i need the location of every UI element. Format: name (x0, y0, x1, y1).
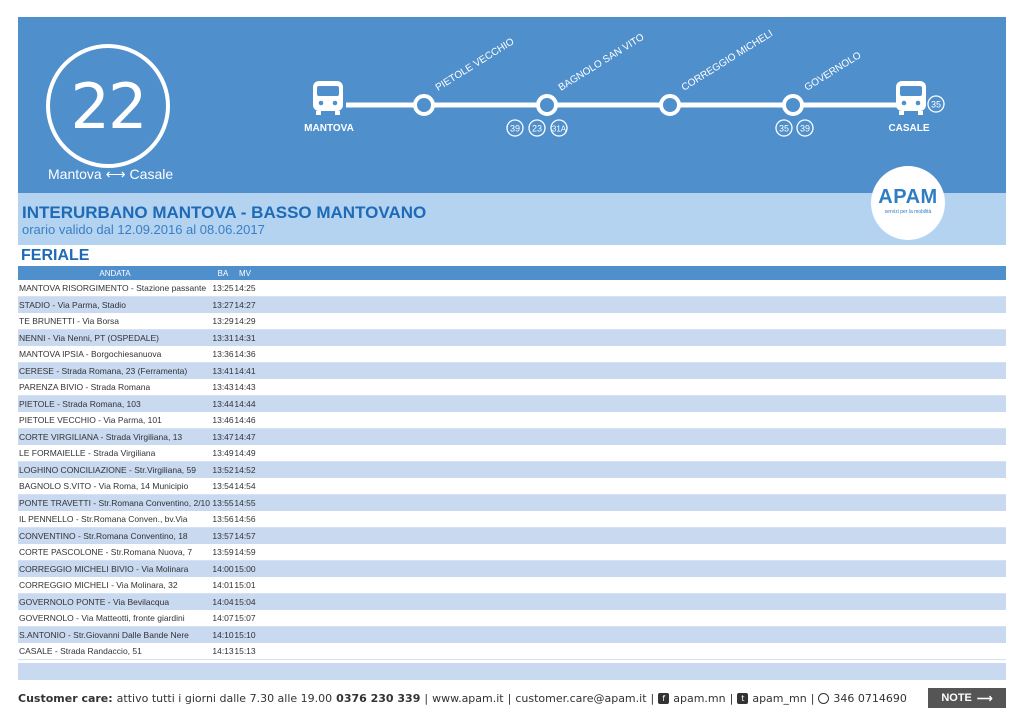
stop-label-governolo: GOVERNOLO (802, 50, 864, 94)
stop-label-casale: CASALE (888, 123, 930, 134)
stop-name: PIETOLE VECCHIO - Via Parma, 101 (18, 412, 212, 429)
row-filler (256, 297, 1006, 314)
stop-marker-pietole (415, 96, 433, 114)
website-link[interactable]: www.apam.it (432, 691, 504, 705)
departure-time: 14:59 (234, 544, 256, 561)
stop-name: GOVERNOLO - Via Matteotti, fronte giardini (18, 610, 212, 627)
departure-time: 15:13 (234, 643, 256, 660)
connection-badge: 39 (509, 123, 521, 134)
stop-name: CASALE - Strada Randaccio, 51 (18, 643, 212, 660)
customer-care-hours: attivo tutti i giorni dalle 7.30 alle 19.00 (116, 691, 333, 705)
departure-time: 13:57 (212, 528, 234, 545)
departure-time: 13:27 (212, 297, 234, 314)
timetable-row (18, 346, 1006, 363)
departure-time: 14:00 (212, 561, 234, 578)
departure-time: 14:56 (234, 511, 256, 528)
customer-care-phone[interactable]: 0376 230 339 (336, 691, 421, 705)
whatsapp-number[interactable]: 346 0714690 (833, 691, 907, 705)
stop-name: IL PENNELLO - Str.Romana Conven., bv.Via (18, 511, 212, 528)
stop-name: LOGHINO CONCILIAZIONE - Str.Virgiliana, 59 (18, 462, 212, 479)
departure-time: 14:13 (212, 643, 234, 660)
timetable (18, 266, 1006, 660)
departure-time: 14:25 (234, 280, 256, 297)
row-filler (256, 594, 1006, 611)
timetable-row (18, 396, 1006, 413)
timetable-row (18, 330, 1006, 347)
timetable-row (18, 313, 1006, 330)
departure-time: 14:04 (212, 594, 234, 611)
departure-time: 13:46 (212, 412, 234, 429)
departure-time: 13:55 (212, 495, 234, 512)
stop-marker-bagnolo (538, 96, 556, 114)
row-filler (256, 478, 1006, 495)
departure-time: 15:00 (234, 561, 256, 578)
timetable-row (18, 429, 1006, 446)
timetable-row (18, 379, 1006, 396)
departure-time: 13:44 (212, 396, 234, 413)
row-filler (256, 528, 1006, 545)
departure-time: 13:29 (212, 313, 234, 330)
note-label: NOTE (941, 692, 972, 704)
departure-time: 14:46 (234, 412, 256, 429)
timetable-row (18, 511, 1006, 528)
stop-name: PIETOLE - Strada Romana, 103 (18, 396, 212, 413)
timetable-bottom-band (18, 663, 1006, 680)
validity-period: orario valido dal 12.09.2016 al 08.06.2017 (22, 222, 265, 237)
stop-name: CERESE - Strada Romana, 23 (Ferramenta) (18, 363, 212, 380)
departure-time: 13:54 (212, 478, 234, 495)
timetable-row (18, 478, 1006, 495)
departure-time: 14:49 (234, 445, 256, 462)
connection-badge: 35 (778, 123, 790, 134)
route-caption: Mantova ⟷ Casale (48, 166, 174, 182)
twitter-handle[interactable]: apam_mn (752, 691, 807, 705)
timetable-row (18, 528, 1006, 545)
timetable-row (18, 495, 1006, 512)
row-filler (256, 313, 1006, 330)
arrow-right-icon: ⟶ (976, 692, 993, 705)
stop-name: MANTOVA RISORGIMENTO - Stazione passante (18, 280, 212, 297)
departure-time: 14:57 (234, 528, 256, 545)
stop-name: S.ANTONIO - Str.Giovanni Dalle Bande Nere (18, 627, 212, 644)
departure-time: 14:36 (234, 346, 256, 363)
customer-care-label: Customer care: (18, 691, 113, 705)
departure-time: 13:47 (212, 429, 234, 446)
facebook-handle[interactable]: apam.mn (673, 691, 726, 705)
stop-name: LE FORMAIELLE - Strada Virgiliana (18, 445, 212, 462)
stop-name: STADIO - Via Parma, Stadio (18, 297, 212, 314)
stop-name: CORREGGIO MICHELI - Via Molinara, 32 (18, 577, 212, 594)
departure-time: 14:10 (212, 627, 234, 644)
departure-time: 14:52 (234, 462, 256, 479)
run-header: BA (212, 266, 234, 280)
stop-label-mantova: MANTOVA (304, 123, 354, 134)
departure-time: 14:44 (234, 396, 256, 413)
departure-time: 13:25 (212, 280, 234, 297)
row-filler (256, 577, 1006, 594)
stop-marker-correggio (661, 96, 679, 114)
departure-time: 14:55 (234, 495, 256, 512)
timetable-row (18, 594, 1006, 611)
bus-icon-end (896, 81, 926, 115)
stop-label-correggio: CORREGGIO MICHELI (679, 28, 776, 94)
departure-time: 13:49 (212, 445, 234, 462)
timetable-row (18, 577, 1006, 594)
departure-time: 14:54 (234, 478, 256, 495)
row-filler (256, 495, 1006, 512)
row-filler (256, 379, 1006, 396)
departure-time: 13:43 (212, 379, 234, 396)
stop-name: PARENZA BIVIO - Strada Romana (18, 379, 212, 396)
row-filler (256, 627, 1006, 644)
bus-icon-start (313, 81, 343, 115)
row-filler (256, 363, 1006, 380)
connection-badges-casale (928, 96, 944, 112)
direction-header: ANDATA (18, 266, 212, 280)
whatsapp-icon (818, 693, 829, 704)
facebook-icon: f (658, 693, 669, 704)
stop-name: MANTOVA IPSIA - Borgochiesanuova (18, 346, 212, 363)
connection-badge: 39 (799, 123, 811, 134)
departure-time: 15:04 (234, 594, 256, 611)
timetable-row (18, 280, 1006, 297)
row-filler (256, 346, 1006, 363)
departure-time: 14:41 (234, 363, 256, 380)
stop-name: BAGNOLO S.VITO - Via Roma, 14 Municipio (18, 478, 212, 495)
departure-time: 13:52 (212, 462, 234, 479)
note-button[interactable] (928, 688, 1006, 708)
route-map (18, 17, 1006, 193)
stop-marker-governolo (784, 96, 802, 114)
footer-separator: | (810, 691, 815, 705)
departure-time: 13:59 (212, 544, 234, 561)
footer-separator: | (729, 691, 734, 705)
departure-time: 14:27 (234, 297, 256, 314)
line-title: INTERURBANO MANTOVA - BASSO MANTOVANO (22, 203, 427, 222)
timetable-row (18, 643, 1006, 660)
row-filler (256, 561, 1006, 578)
timetable-row (18, 297, 1006, 314)
departure-time: 14:31 (234, 330, 256, 347)
departure-time: 13:31 (212, 330, 234, 347)
stop-name: CORREGGIO MICHELI BIVIO - Via Molinara (18, 561, 212, 578)
stop-name: CORTE PASCOLONE - Str.Romana Nuova, 7 (18, 544, 212, 561)
footer-separator: | (507, 691, 512, 705)
line-info-band (18, 193, 1006, 245)
service-type: FERIALE (21, 247, 90, 264)
timetable-body (18, 280, 1006, 660)
run-header: MV (234, 266, 256, 280)
connection-badge: 23 (531, 123, 543, 134)
row-filler (256, 610, 1006, 627)
timetable-row (18, 610, 1006, 627)
row-filler (256, 429, 1006, 446)
departure-time: 15:01 (234, 577, 256, 594)
stop-name: TE BRUNETTI - Via Borsa (18, 313, 212, 330)
departure-time: 13:56 (212, 511, 234, 528)
departure-time: 13:41 (212, 363, 234, 380)
timetable-row (18, 627, 1006, 644)
footer-separator: | (424, 691, 429, 705)
stop-name: CORTE VIRGILIANA - Strada Virgiliana, 13 (18, 429, 212, 446)
row-filler (256, 511, 1006, 528)
twitter-icon: t (737, 693, 748, 704)
route-header (18, 17, 1006, 193)
departure-time: 15:07 (234, 610, 256, 627)
row-filler (256, 330, 1006, 347)
timetable-row (18, 462, 1006, 479)
connection-badges-governolo (776, 120, 813, 136)
timetable-row (18, 363, 1006, 380)
timetable-row (18, 412, 1006, 429)
departure-time: 14:43 (234, 379, 256, 396)
departure-time: 14:07 (212, 610, 234, 627)
row-filler (256, 643, 1006, 660)
connection-badge: 35 (930, 99, 942, 110)
connection-badges-bagnolo (507, 120, 567, 136)
apam-logo-word: APAM (878, 186, 938, 208)
stop-name: GOVERNOLO PONTE - Via Bevilacqua (18, 594, 212, 611)
email-link[interactable]: customer.care@apam.it (515, 691, 647, 705)
timetable-row (18, 544, 1006, 561)
route-number: 22 (70, 69, 146, 143)
connection-badge: 31A (551, 124, 567, 134)
timetable-header-row (18, 266, 1006, 280)
row-filler (256, 412, 1006, 429)
departure-time: 14:01 (212, 577, 234, 594)
row-filler (256, 544, 1006, 561)
stop-label-bagnolo: BAGNOLO SAN VITO (556, 31, 647, 94)
stop-name: PONTE TRAVETTI - Str.Romana Conventino, 2/10 (18, 495, 212, 512)
timetable-row (18, 561, 1006, 578)
footer-separator: | (650, 691, 655, 705)
apam-logo-tagline: servizi per la mobilità (884, 209, 932, 215)
header-filler (256, 266, 1006, 280)
departure-time: 13:36 (212, 346, 234, 363)
row-filler (256, 396, 1006, 413)
customer-care-footer (18, 688, 907, 708)
departure-time: 14:47 (234, 429, 256, 446)
row-filler (256, 462, 1006, 479)
apam-logo (871, 166, 945, 240)
stop-name: CONVENTINO - Str.Romana Conventino, 18 (18, 528, 212, 545)
departure-time: 15:10 (234, 627, 256, 644)
stop-label-pietole: PIETOLE VECCHIO (433, 36, 517, 94)
stop-name: NENNI - Via Nenni, PT (OSPEDALE) (18, 330, 212, 347)
timetable-row (18, 445, 1006, 462)
row-filler (256, 445, 1006, 462)
departure-time: 14:29 (234, 313, 256, 330)
row-filler (256, 280, 1006, 297)
